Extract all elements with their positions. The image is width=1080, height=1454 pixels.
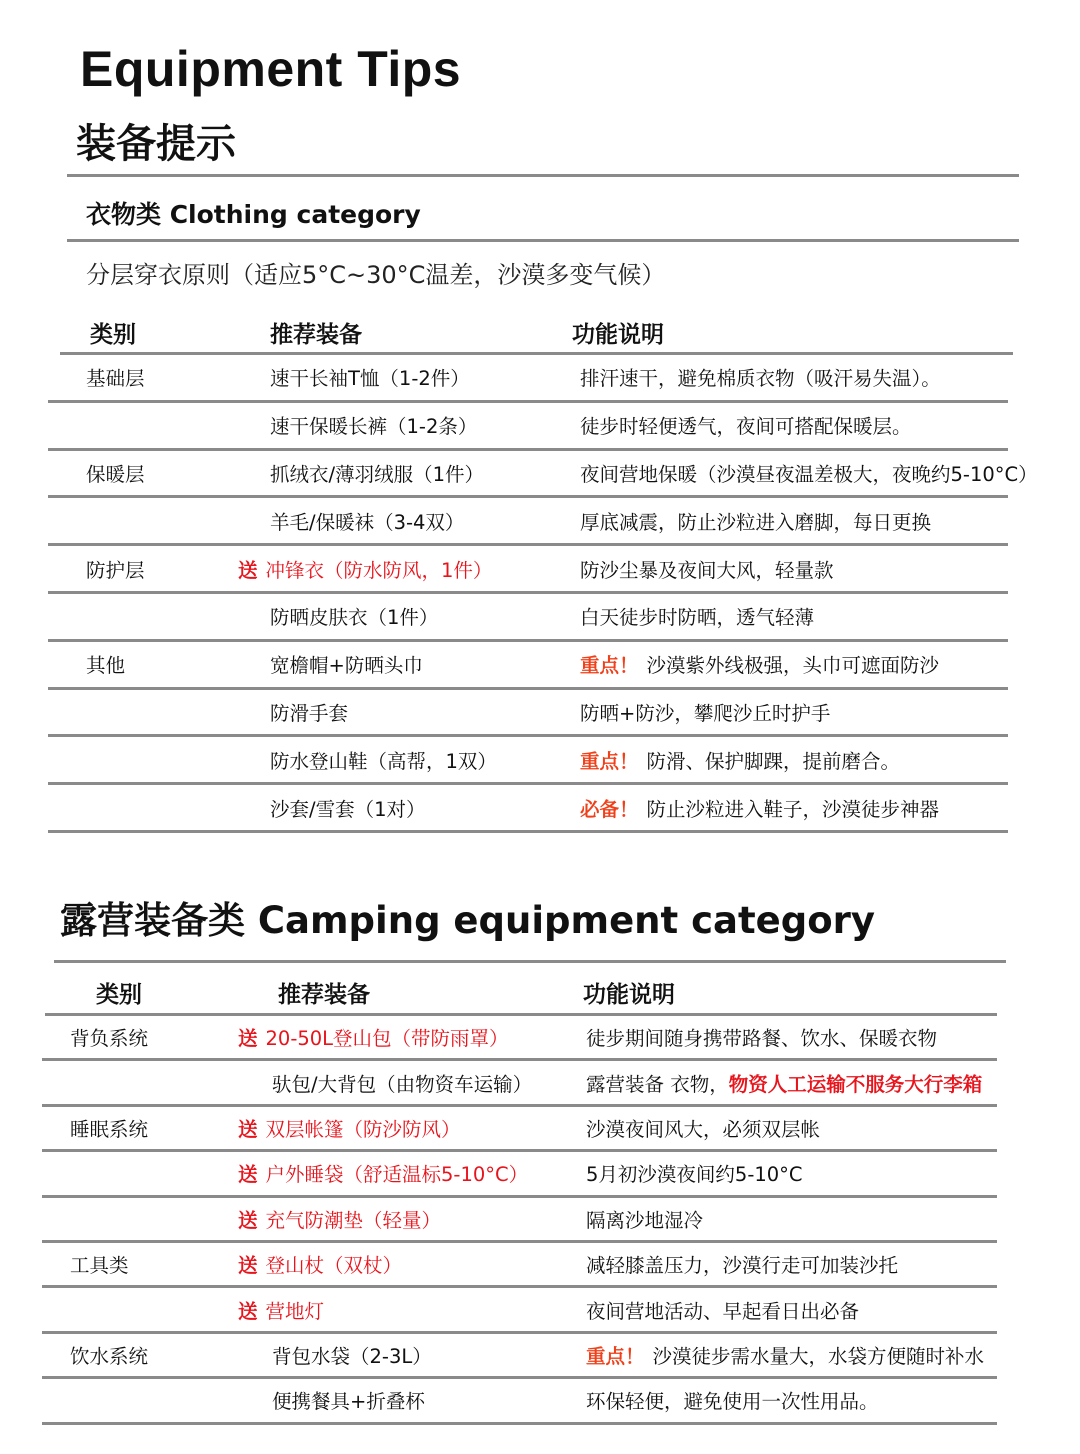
highlight-tag: 必备！	[580, 797, 639, 821]
description-cell	[586, 1250, 898, 1278]
description-cell	[580, 602, 814, 630]
equipment-name: 双层帐篷（防沙防风）	[265, 1117, 461, 1141]
description-text: 防晒+防沙，攀爬沙丘时护手	[580, 701, 831, 725]
description-cell	[586, 1205, 703, 1233]
description-text: 夜间营地保暖（沙漠昼夜温差极大，夜晚约5-10°C）	[580, 462, 1038, 486]
description-cell	[580, 698, 830, 726]
table-row	[48, 451, 1038, 499]
table-row	[42, 1379, 997, 1424]
category-cell: 基础层	[86, 367, 145, 391]
description-text: 厚底减震，防止沙粒进入磨脚，每日更换	[580, 510, 932, 534]
table-row	[48, 785, 1008, 833]
clothing-subtitle: 分层穿衣原则（适应5°C~30°C温差，沙漠多变气候）	[86, 261, 666, 289]
equipment-name: 登山杖（双杖）	[265, 1254, 403, 1278]
table-row	[42, 1288, 997, 1333]
description-text: 沙漠徒步需水量大，水袋方便随时补水	[652, 1344, 985, 1368]
equipment-cell	[238, 1250, 402, 1278]
equipment-name: 宽檐帽+防晒头巾	[270, 654, 423, 678]
highlight-tag: 重点！	[586, 1344, 645, 1368]
equipment-cell	[270, 411, 477, 439]
table-row	[48, 594, 1008, 642]
description-cell	[580, 411, 912, 439]
header-category: 类别	[90, 322, 136, 348]
category-cell: 工具类	[70, 1254, 129, 1278]
table-row	[48, 498, 1008, 546]
header-equipment: 推荐装备	[270, 322, 362, 348]
description-text: 露营装备 衣物，	[586, 1072, 729, 1096]
equipment-cell	[270, 746, 497, 774]
equipment-cell	[238, 1205, 441, 1233]
description-text: 排汗速干，避免棉质衣物（吸汗易失温）。	[580, 367, 941, 391]
description-cell	[580, 363, 941, 391]
equipment-cell	[238, 1296, 324, 1324]
table-row	[42, 1243, 997, 1288]
table-row	[42, 1334, 997, 1379]
description-text: 5月初沙漠夜间约5-10°C	[586, 1163, 803, 1187]
equipment-cell	[238, 1159, 528, 1187]
table-row	[48, 355, 1008, 403]
description-cell	[580, 746, 900, 774]
description-text: 沙漠紫外线极强，头巾可遮面防沙	[646, 654, 940, 678]
header-description: 功能说明	[583, 982, 675, 1008]
equipment-name: 驮包/大背包（由物资车运输）	[272, 1072, 533, 1096]
description-cell	[580, 459, 1038, 487]
table-row	[42, 1152, 997, 1197]
highlight-tag: 重点！	[580, 749, 639, 773]
description-cell	[586, 1341, 984, 1369]
table-row	[48, 642, 1008, 690]
equipment-name: 速干长袖T恤（1-2件）	[270, 367, 470, 391]
equipment-name: 冲锋衣（防水防风，1件）	[265, 558, 493, 582]
description-cell	[580, 794, 939, 822]
description-cell	[580, 507, 931, 535]
gift-badge: 送	[238, 1208, 258, 1232]
equipment-cell	[272, 1386, 425, 1414]
equipment-cell	[270, 459, 484, 487]
table-row	[48, 546, 1008, 594]
table-row	[42, 1016, 997, 1061]
category-cell: 饮水系统	[70, 1344, 149, 1368]
description-text: 夜间营地活动、早起看日出必备	[586, 1299, 860, 1323]
header-category: 类别	[96, 982, 142, 1008]
table-row	[42, 1107, 997, 1152]
description-cell	[586, 1296, 859, 1324]
divider	[67, 239, 1019, 242]
equipment-name: 速干保暖长裤（1-2条）	[270, 415, 478, 439]
description-text: 防沙尘暴及夜间大风，轻量款	[580, 558, 834, 582]
category-cell: 背负系统	[70, 1027, 149, 1051]
equipment-cell	[272, 1341, 432, 1369]
header-equipment: 推荐装备	[278, 982, 370, 1008]
warning-text: 物资人工运输不服务大行李箱	[728, 1072, 983, 1096]
equipment-name: 防水登山鞋（高帮，1双）	[270, 749, 497, 773]
equipment-cell	[238, 1114, 461, 1142]
gift-badge: 送	[238, 1254, 258, 1278]
description-text: 白天徒步时防晒，透气轻薄	[580, 606, 815, 630]
equipment-name: 羊毛/保暖袜（3-4双）	[270, 510, 465, 534]
equipment-cell	[238, 1023, 509, 1051]
gift-badge: 送	[238, 558, 258, 582]
equipment-cell	[270, 650, 423, 678]
equipment-name: 防晒皮肤衣（1件）	[270, 606, 439, 630]
gift-badge: 送	[238, 1027, 258, 1051]
equipment-cell	[270, 698, 348, 726]
description-text: 防滑、保护脚踝，提前磨合。	[646, 749, 901, 773]
title-chinese: 装备提示	[76, 121, 236, 167]
equipment-name: 户外睡袋（舒适温标5-10°C）	[265, 1163, 529, 1187]
description-text: 徒步期间随身携带路餐、饮水、保暖衣物	[586, 1027, 938, 1051]
description-cell	[586, 1386, 879, 1414]
equipment-name: 抓绒衣/薄羽绒服（1件）	[270, 462, 484, 486]
table-row	[48, 690, 1008, 738]
category-cell: 保暖层	[86, 462, 145, 486]
description-cell	[580, 555, 834, 583]
description-cell	[580, 650, 939, 678]
equipment-cell	[270, 794, 425, 822]
header-description: 功能说明	[572, 322, 664, 348]
clothing-section-title: 衣物类 Clothing category	[86, 200, 421, 229]
equipment-name: 充气防潮垫（轻量）	[265, 1208, 442, 1232]
divider	[54, 960, 1006, 963]
highlight-tag: 重点！	[580, 654, 639, 678]
table-row	[42, 1061, 997, 1106]
gift-badge: 送	[238, 1299, 258, 1323]
equipment-cell	[272, 1069, 532, 1097]
gift-badge: 送	[238, 1163, 258, 1187]
equipment-cell	[270, 602, 438, 630]
category-cell: 防护层	[86, 558, 145, 582]
equipment-name: 防滑手套	[270, 701, 349, 725]
table-row	[42, 1198, 997, 1243]
description-text: 减轻膝盖压力，沙漠行走可加装沙托	[586, 1254, 899, 1278]
description-text: 防止沙粒进入鞋子，沙漠徒步神器	[646, 797, 940, 821]
equipment-name: 营地灯	[265, 1299, 325, 1323]
camping-section-title: 露营装备类 Camping equipment category	[60, 899, 876, 942]
divider	[67, 174, 1019, 177]
camping-table	[42, 1016, 997, 1425]
category-cell: 其他	[86, 654, 126, 678]
table-row	[48, 403, 1008, 451]
category-cell: 睡眠系统	[70, 1117, 149, 1141]
clothing-table	[48, 355, 1038, 833]
description-cell	[586, 1114, 820, 1142]
table-row	[48, 737, 1008, 785]
description-text: 隔离沙地湿冷	[586, 1208, 704, 1232]
title-english: Equipment Tips	[80, 41, 462, 97]
equipment-name: 沙套/雪套（1对）	[270, 797, 426, 821]
equipment-cell	[270, 363, 470, 391]
equipment-cell	[238, 555, 492, 583]
description-text: 沙漠夜间风大，必须双层帐	[586, 1117, 821, 1141]
equipment-name: 背包水袋（2-3L）	[272, 1344, 432, 1368]
equipment-name: 20-50L登山包（带防雨罩）	[265, 1027, 509, 1051]
description-cell	[586, 1159, 803, 1187]
description-text: 环保轻便，避免使用一次性用品。	[586, 1390, 879, 1414]
equipment-cell	[270, 507, 464, 535]
equipment-name: 便携餐具+折叠杯	[272, 1390, 425, 1414]
description-text: 徒步时轻便透气，夜间可搭配保暖层。	[580, 415, 912, 439]
description-cell	[586, 1069, 982, 1097]
gift-badge: 送	[238, 1117, 258, 1141]
description-cell	[586, 1023, 937, 1051]
